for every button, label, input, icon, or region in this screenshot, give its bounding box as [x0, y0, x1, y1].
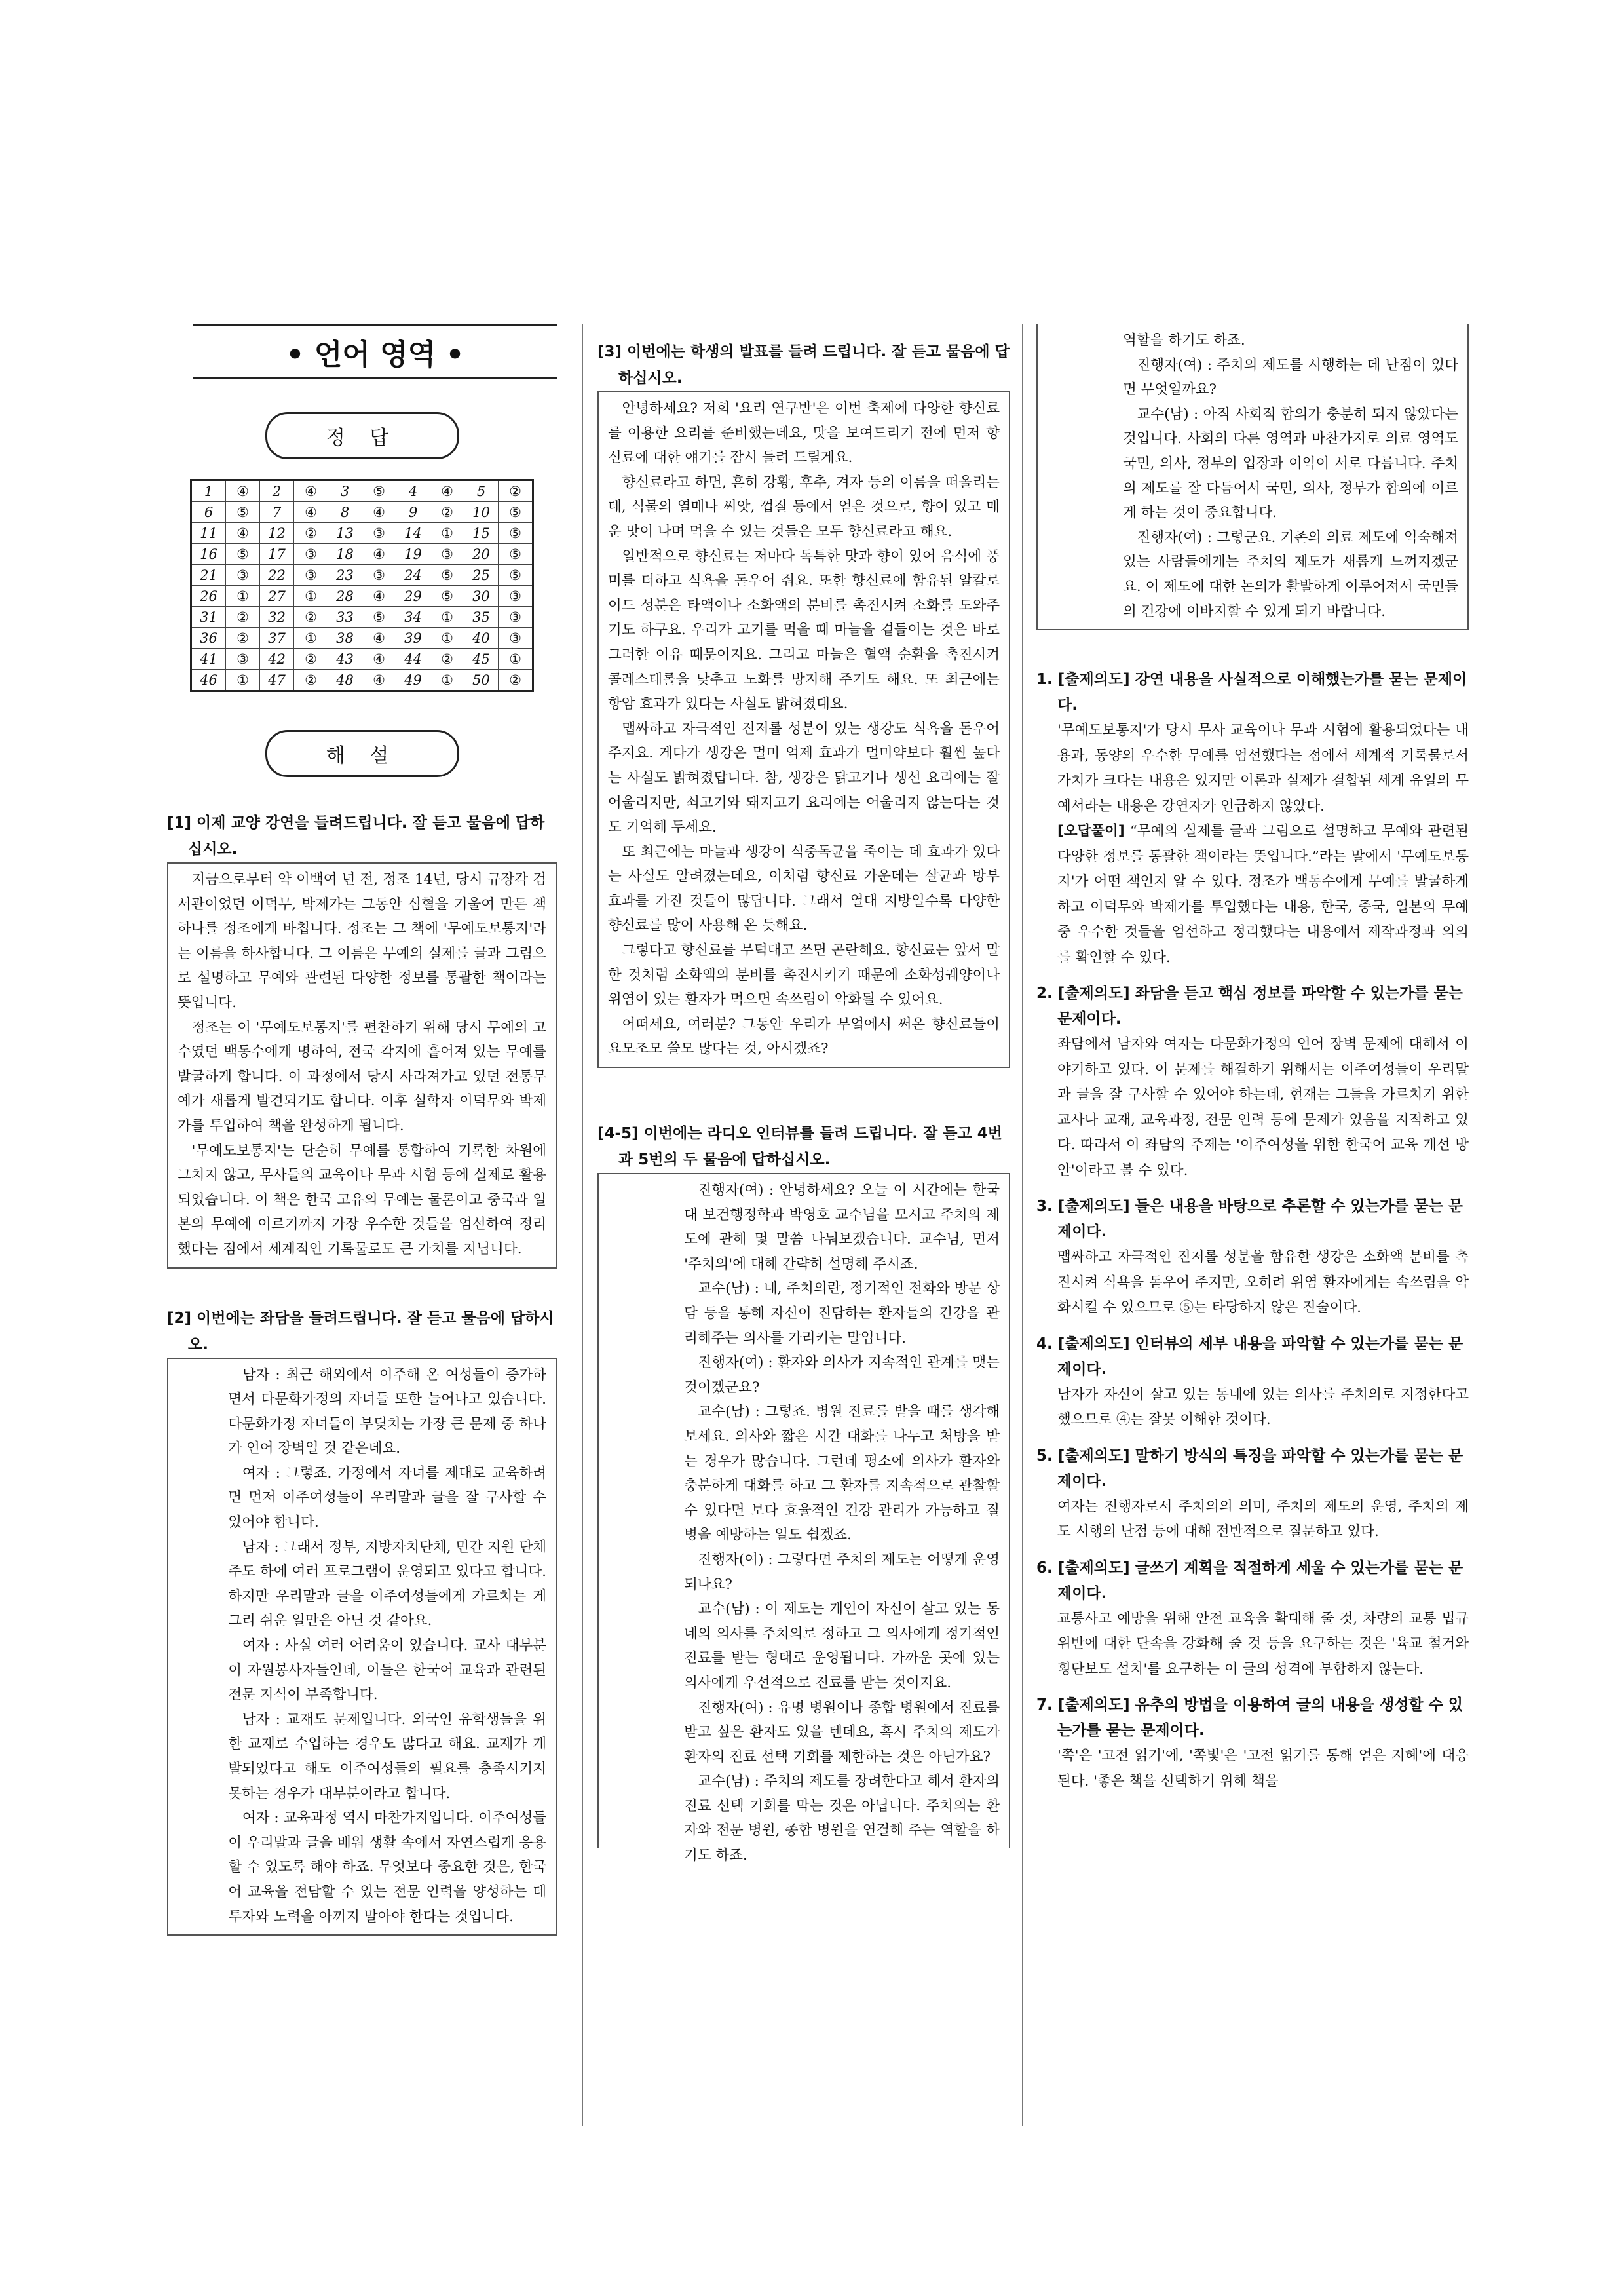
explanation-heading: 1. [출제의도] 강연 내용을 사실적으로 이해했는가를 묻는 문제이다. [1036, 671, 1467, 714]
answer-choice: ③ [499, 628, 533, 649]
question-number: 13 [328, 523, 362, 544]
answer-choice: ② [226, 628, 260, 649]
question-number: 1 [191, 480, 226, 502]
explanation-body [1036, 819, 1469, 970]
q3-paragraph: 또 최근에는 마늘과 생강이 식중독균을 죽이는 데 효과가 있다는 사실도 알려졌는데요, 이처럼 향신료 가운데는 살균과 방부 효과를 가진 것들이 많답니다. 그래서 열대 지방일수록 다양한 향신료를 많이 사용해 온 듯해요. [608, 843, 1000, 934]
answer-choice: ① [499, 649, 533, 670]
answer-row [191, 480, 533, 502]
answer-choice: ③ [499, 586, 533, 607]
answer-choice: ④ [430, 480, 464, 502]
q3-heading: [3] 이번에는 학생의 발표를 들려 드립니다. 잘 듣고 물음에 답하십시오. [597, 343, 1010, 387]
question-number: 23 [328, 565, 362, 586]
answer-choice: ① [226, 586, 260, 607]
answer-choice: ③ [226, 649, 260, 670]
explanation-label: 해 설 [265, 730, 459, 777]
answer-row [191, 670, 533, 691]
question-number: 32 [260, 607, 294, 628]
answer-choice: ④ [294, 502, 328, 523]
answer-choice: ⑤ [226, 502, 260, 523]
explanation-heading: 5. [출제의도] 말하기 방식의 특징을 파악할 수 있는가를 묻는 문제이다. [1036, 1447, 1463, 1490]
question-number: 18 [328, 544, 362, 565]
column-divider [1022, 324, 1023, 2126]
answer-choice: ④ [362, 670, 396, 691]
answer-choice: ④ [362, 628, 396, 649]
question-number: 9 [396, 502, 430, 523]
answer-row [191, 565, 533, 586]
explanation-heading: 4. [출제의도] 인터뷰의 세부 내용을 파악할 수 있는가를 묻는 문제이다. [1036, 1335, 1463, 1378]
q2-line: 여자 : 그렇죠. 가정에서 자녀를 제대로 교육하려면 먼저 이주여성들이 우리말과 글을 잘 구사할 수 있어야 합니다. [228, 1464, 546, 1531]
q3-paragraph: 어떠세요, 여러분? 그동안 우리가 부엌에서 써온 향신료들이 요모조모 쓸모 많다는 것, 아시겠죠? [608, 1016, 1000, 1058]
answer-choice: ② [226, 607, 260, 628]
answer-choice: ③ [499, 607, 533, 628]
question-number: 38 [328, 628, 362, 649]
answer-row [191, 544, 533, 565]
question-number: 45 [464, 649, 499, 670]
q45-line: 교수(남) : 네, 주치의란, 정기적인 전화와 방문 상담 등을 통해 자신이 진담하는 환자들의 건강을 관리해주는 의사를 가리키는 말입니다. [684, 1280, 1000, 1347]
answer-choice: ① [430, 523, 464, 544]
question-number: 20 [464, 544, 499, 565]
q45-passage [597, 1173, 1010, 1864]
answer-choice: ② [430, 502, 464, 523]
question-number: 5 [464, 480, 499, 502]
question-number: 42 [260, 649, 294, 670]
question-number: 14 [396, 523, 430, 544]
question-number: 47 [260, 670, 294, 691]
explanation-item [1036, 1556, 1469, 1683]
answer-choice: ② [294, 670, 328, 691]
explanation-body: '쪽'은 '고전 읽기'에, '쪽빛'은 '고전 읽기를 통해 얻은 지혜'에 대응된다. '좋은 책을 선택하기 위해 책을 [1057, 1748, 1469, 1789]
column-divider [582, 324, 583, 2126]
explanation-item [1036, 981, 1469, 1183]
question-number: 19 [396, 544, 430, 565]
answer-choice: ④ [362, 502, 396, 523]
question-number: 28 [328, 586, 362, 607]
answer-choice: ⑤ [226, 544, 260, 565]
q3-paragraph: 향신료라고 하면, 흔히 강황, 후추, 겨자 등의 이름을 떠올리는데, 식물의 열매나 씨앗, 껍질 등에서 얻은 것으로, 향이 있고 매운 맛이 나며 먹을 수 있는 것들은 모두 향신료라고 해요. [608, 474, 1000, 540]
answer-choice: ④ [226, 523, 260, 544]
column-left [167, 324, 557, 1936]
question-number: 25 [464, 565, 499, 586]
q3-passage [597, 391, 1010, 1068]
question-number: 41 [191, 649, 226, 670]
question-number: 30 [464, 586, 499, 607]
question-number: 24 [396, 565, 430, 586]
question-number: 29 [396, 586, 430, 607]
answer-row [191, 607, 533, 628]
answers-label: 정 답 [265, 412, 459, 459]
explanation-body: '무예도보통지'가 당시 무사 교육이나 무과 시험에 활용되었다는 내용과, 동양의 우수한 무예를 엄선했다는 점에서 세계적 기록물로서 가치가 크다는 내용은 있지만 이론과 실제가 결합된 세계 유일의 무예서라는 내용은 강연자가 언급하지 않았다. [1057, 722, 1469, 814]
question-number: 36 [191, 628, 226, 649]
answer-choice: ⑤ [362, 480, 396, 502]
q2-line: 남자 : 교재도 문제입니다. 외국인 유학생들을 위한 교재로 수업하는 경우도 많다고 해요. 교재가 개발되었다고 해도 이주여성들의 필요를 충족시키지 못하는 경우가 대부분이라고 합니다. [228, 1711, 546, 1802]
answer-choice: ③ [294, 565, 328, 586]
q1-paragraph: 정조는 이 '무예도보통지'를 편찬하기 위해 당시 무예의 고수였던 백동수에게 명하여, 전국 각지에 흩어져 있는 무예를 발굴하게 합니다. 이 과정에서 당시 사라져가고 있던 전통무예가 새롭게 발견되기도 합니다. 이후 실학자 이덕무와 박제가를 투입하여 책을 완성하게 됩니다. [178, 1019, 546, 1134]
q1-heading: [1] 이제 교양 강연을 들려드립니다. 잘 듣고 물음에 답하십시오. [167, 814, 545, 858]
question-number: 6 [191, 502, 226, 523]
question-number: 11 [191, 523, 226, 544]
answer-choice: ① [226, 670, 260, 691]
answer-choice: ⑤ [499, 565, 533, 586]
answer-choice: ③ [294, 544, 328, 565]
q45-line: 진행자(여) : 환자와 의사가 지속적인 관계를 맺는 것이겠군요? [684, 1354, 1000, 1396]
q45-line: 진행자(여) : 안녕하세요? 오늘 이 시간에는 한국대 보건행정학과 박영호 교수님을 모시고 주치의 제도에 관해 몇 말씀 나눠보겠습니다. 교수님, 먼저 '주치의'에 대해 간략히 설명해 주시죠. [684, 1182, 1000, 1272]
explanation-heading: 3. [출제의도] 들은 내용을 바탕으로 추론할 수 있는가를 묻는 문제이다. [1036, 1198, 1463, 1241]
explanation-heading: 2. [출제의도] 좌담을 듣고 핵심 정보를 파악할 수 있는가를 묻는 문제이다. [1036, 985, 1463, 1028]
answer-choice: ③ [430, 544, 464, 565]
answer-choice: ⑤ [430, 565, 464, 586]
wrong-answer-tag: [오답풀이] [1057, 823, 1125, 840]
answer-row [191, 502, 533, 523]
answer-choice: ① [430, 607, 464, 628]
q45-line: 교수(남) : 그렇죠. 병원 진료를 받을 때를 생각해 보세요. 의사와 짧은 시간 대화를 나누고 처방을 받는 경우가 많습니다. 그런데 평소에 의사가 환자와 충분하게 대화를 하고 그 환자를 지속적으로 관찰할 수 있다면 보다 효율적인 건강 관리가 가능하고 질병을 예방하는 일도 쉽겠죠. [684, 1404, 1000, 1544]
answer-choice: ④ [362, 649, 396, 670]
q45-heading: [4-5] 이번에는 라디오 인터뷰를 들려 드립니다. 잘 듣고 4번과 5번의 두 물음에 답하십시오. [597, 1125, 1002, 1169]
question-number: 15 [464, 523, 499, 544]
explanation-item [1036, 1194, 1469, 1321]
question-number: 27 [260, 586, 294, 607]
q1-paragraph: 지금으로부터 약 이백여 년 전, 정조 14년, 당시 규장각 검서관이었던 이덕무, 박제가는 그동안 심혈을 기울여 만든 책 하나를 정조에게 바칩니다. 정조는 그 책에 '무예도보통지'라는 이름을 하사합니다. 그 이름은 무예의 실제를 글과 그림으로 설명하고 무예와 관련된 다양한 정보를 통괄한 책이라는 뜻입니다. [178, 871, 546, 1011]
q2-line: 여자 : 사실 여러 어려움이 있습니다. 교사 대부분이 자원봉사자들인데, 이들은 한국어 교육과 관련된 전문 지식이 부족합니다. [228, 1637, 546, 1704]
answer-choice: ④ [294, 480, 328, 502]
answer-choice: ⑤ [499, 502, 533, 523]
q3-paragraph: 그렇다고 향신료를 무턱대고 쓰면 곤란해요. 향신료는 앞서 말한 것처럼 소화액의 분비를 촉진시키기 때문에 소화성궤양이나 위염이 있는 환자가 먹으면 속쓰림이 악화될 수 있어요. [608, 942, 1000, 1008]
answer-row [191, 586, 533, 607]
question-number: 31 [191, 607, 226, 628]
question-number: 10 [464, 502, 499, 523]
q45-line: 진행자(여) : 그렇다면 주치의 제도는 어떻게 운영되나요? [684, 1551, 1000, 1593]
explanation-body: 여자는 진행자로서 주치의의 의미, 주치의 제도의 운영, 주치의 제도 시행의 난점 등에 대해 전반적으로 질문하고 있다. [1057, 1498, 1469, 1540]
question-number: 50 [464, 670, 499, 691]
answer-choice: ② [499, 480, 533, 502]
answer-choice: ② [499, 670, 533, 691]
q45-line: 역할을 하기도 하죠. [1123, 332, 1245, 349]
answer-choice: ① [430, 628, 464, 649]
question-number: 16 [191, 544, 226, 565]
question-number: 17 [260, 544, 294, 565]
question-number: 44 [396, 649, 430, 670]
question-number: 21 [191, 565, 226, 586]
q2-heading: [2] 이번에는 좌담을 들려드립니다. 잘 듣고 물음에 답하시오. [167, 1309, 554, 1353]
answer-row [191, 523, 533, 544]
question-number: 4 [396, 480, 430, 502]
q1-paragraph: '무예도보통지'는 단순히 무예를 통합하여 기록한 차원에 그치지 않고, 무사들의 교육이나 무과 시험 등에 실제로 활용되었습니다. 이 책은 한국 고유의 무예는 물론이고 중국과 일본의 무예에 이르기까지 가장 우수한 것들을 엄선하여 정리했다는 점에서 세계적인 기록물로도 큰 가치를 지닙니다. [178, 1142, 546, 1257]
explanation-body: 맵싸하고 자극적인 진저롤 성분을 함유한 생강은 소화액 분비를 촉진시켜 식욕을 돋우어 주지만, 오히려 위염 환자에게는 속쓰림을 악화시킬 수 있으므로 ⑤는 타당하지 않은 진술이다. [1057, 1249, 1469, 1316]
explanation-heading: 6. [출제의도] 글쓰기 계획을 적절하게 세울 수 있는가를 묻는 문제이다. [1036, 1559, 1463, 1602]
explanation-body: 좌담에서 남자와 여자는 다문화가정의 언어 장벽 문제에 대해서 이야기하고 있다. 이 문제를 해결하기 위해서는 이주여성들이 우리말과 글을 잘 구사할 수 있어야 하는데, 현재는 그들을 가르치기 위한 교사나 교재, 교육과정, 전문 인력 등에 문제가 있음을 지적하고 있다. 따라서 이 좌담의 주제는 '이주여성을 위한 한국어 교육 개선 방안'이라고 볼 수 있다. [1057, 1036, 1469, 1179]
q2-line: 남자 : 그래서 정부, 지방자치단체, 민간 지원 단체 주도 하에 여러 프로그램이 운영되고 있다고 합니다. 하지만 우리말과 글을 이주여성들에게 가르치는 게 그리 쉬운 일만은 아닌 것 같아요. [228, 1539, 546, 1630]
answer-choice: ⑤ [430, 586, 464, 607]
explanation-body: 남자가 자신이 살고 있는 동네에 있는 의사를 주치의로 지정한다고 했으므로 ④는 잘못 이해한 것이다. [1057, 1386, 1469, 1428]
q2-line: 남자 : 최근 해외에서 이주해 온 여성들이 증가하면서 다문화가정의 자녀들 또한 늘어나고 있습니다. 다문화가정 자녀들이 부딪치는 가장 큰 문제 중 하나가 언어 장벽일 것 같은데요. [228, 1366, 546, 1457]
question-number: 48 [328, 670, 362, 691]
explanation-item [1036, 667, 1469, 970]
question-number: 7 [260, 502, 294, 523]
answer-choice: ② [430, 649, 464, 670]
q2-passage [167, 1358, 557, 1936]
answer-choice: ③ [362, 565, 396, 586]
q3-paragraph: 일반적으로 향신료는 저마다 독특한 맛과 향이 있어 음식에 풍미를 더하고 식욕을 돋우어 줘요. 또한 향신료에 함유된 알칼로이드 성분은 타액이나 소화액의 분비를 촉진시켜 소화를 도와주기도 하구요. 우리가 고기를 먹을 때 마늘을 곁들이는 것은 바로 그러한 이유 때문이지요. 그리고 마늘은 혈액 순환을 촉진시켜 콜레스테롤을 낮추고 노화를 방지해 주기도 해요. 또 최근에는 항암 효과가 있다는 사실도 밝혀졌대요. [608, 548, 1000, 713]
answer-choice: ④ [226, 480, 260, 502]
question-number: 35 [464, 607, 499, 628]
answer-choice: ② [294, 607, 328, 628]
question-number: 34 [396, 607, 430, 628]
question-number: 26 [191, 586, 226, 607]
question-number: 46 [191, 670, 226, 691]
q2-line: 여자 : 교육과정 역시 마찬가지입니다. 이주여성들이 우리말과 글을 배워 생활 속에서 자연스럽게 응용할 수 있도록 해야 하죠. 무엇보다 중요한 것은, 한국어 교육을 전담할 수 있는 전문 인력을 양성하는 데 투자와 노력을 아끼지 말아야 한다는 것입니다. [228, 1810, 546, 1925]
answer-choice: ① [430, 670, 464, 691]
explanation-item [1036, 1693, 1469, 1794]
answer-choice: ① [294, 586, 328, 607]
answer-row [191, 628, 533, 649]
question-number: 3 [328, 480, 362, 502]
column-right [1036, 324, 1469, 1805]
question-number: 12 [260, 523, 294, 544]
answer-choice: ⑤ [499, 544, 533, 565]
answer-choice: ⑤ [362, 607, 396, 628]
answer-choice: ④ [362, 586, 396, 607]
answer-choice: ② [294, 649, 328, 670]
question-number: 33 [328, 607, 362, 628]
explanation-item [1036, 1331, 1469, 1433]
answer-row [191, 649, 533, 670]
q45-line: 교수(남) : 아직 사회적 합의가 충분히 되지 않았다는 것입니다. 사회의 다른 영역과 마찬가지로 의료 영역도 국민, 의사, 정부의 입장과 이익이 서로 다릅니다. 주치의 제도를 잘 다듬어서 국민, 의사, 정부가 합의에 이르게 하는 것이 중요합니다. [1123, 406, 1458, 522]
q1-passage [167, 862, 557, 1269]
explanation-text: “무예의 실제를 글과 그림으로 설명하고 무예와 관련된 다양한 정보를 통괄한 책이라는 뜻입니다.”라는 말에서 '무예도보통지'가 어떤 책인지 알 수 있다. 정조가 백동수에게 무예를 발굴하게 하고 이덕무와 박제가를 투입했다는 내용, 한국, 중국, 일본의 무예 중 우수한 것들을 엄선하고 정리했다는 내용에서 제작과정과 의의를 확인할 수 있다. [1057, 823, 1469, 966]
question-number: 2 [260, 480, 294, 502]
answer-choice: ④ [362, 544, 396, 565]
q45-line: 교수(남) : 이 제도는 개인이 자신이 살고 있는 동네의 의사를 주치의로 정하고 그 의사에게 정기적인 진료를 받는 형태로 운영됩니다. 가까운 곳에 있는 의사에게 우선적으로 진료를 받는 것이지요. [684, 1601, 1000, 1691]
answer-choice: ⑤ [499, 523, 533, 544]
q45-line: 교수(남) : 주치의 제도를 장려한다고 해서 환자의 진료 선택 기회를 막는 것은 아닙니다. 주치의는 환자와 전문 병원, 종합 병원을 연결해 주는 역할을 하기도 하죠. [684, 1773, 1000, 1864]
explanation-item [1036, 1444, 1469, 1545]
page-title: • 언어 영역 • [193, 324, 557, 379]
question-number: 37 [260, 628, 294, 649]
answer-choice: ③ [226, 565, 260, 586]
explanation-heading: 7. [출제의도] 유추의 방법을 이용하여 글의 내용을 생성할 수 있는가를 묻는 문제이다. [1036, 1696, 1463, 1740]
column-middle [597, 324, 1010, 1864]
q45-line: 진행자(여) : 유명 병원이나 종합 병원에서 진료를 받고 싶은 환자도 있을 텐데요, 혹시 주치의 제도가 환자의 진료 선택 기회를 제한하는 것은 아닌가요? [684, 1699, 1000, 1765]
question-number: 22 [260, 565, 294, 586]
explanation-list [1036, 667, 1469, 1794]
q45-passage-continued [1036, 324, 1469, 630]
question-number: 43 [328, 649, 362, 670]
explanation-body: 교통사고 예방을 위해 안전 교육을 확대해 줄 것, 차량의 교통 법규 위반에 대한 단속을 강화해 줄 것 등을 요구하는 것은 '육교 철거와 횡단보도 설치'를 요구하는 이 글의 성격에 부합하지 않는다. [1057, 1610, 1469, 1677]
question-number: 8 [328, 502, 362, 523]
answer-table [190, 479, 534, 692]
q3-paragraph: 맵싸하고 자극적인 진저롤 성분이 있는 생강도 식욕을 돋우어 주지요. 게다가 생강은 멀미 억제 효과가 멀미약보다 훨씬 높다는 사실도 밝혀졌답니다. 참, 생강은 닭고기나 생선 요리에는 잘 어울리지만, 쇠고기와 돼지고기 요리에는 어울리지 않는다는 것도 기억해 두세요. [608, 720, 1000, 836]
answer-choice: ② [294, 523, 328, 544]
question-number: 40 [464, 628, 499, 649]
question-number: 39 [396, 628, 430, 649]
answer-choice: ① [294, 628, 328, 649]
answer-choice: ③ [362, 523, 396, 544]
q45-line: 진행자(여) : 주치의 제도를 시행하는 데 난점이 있다면 무엇일까요? [1123, 356, 1458, 398]
q3-paragraph: 안녕하세요? 저희 '요리 연구반'은 이번 축제에 다양한 향신료를 이용한 요리를 준비했는데요, 맛을 보여드리기 전에 먼저 향신료에 대한 얘기를 잠시 들려 드릴게요. [608, 400, 1000, 467]
q45-line: 진행자(여) : 그렇군요. 기존의 의료 제도에 익숙해져 있는 사람들에게는 주치의 제도가 새롭게 느껴지겠군요. 이 제도에 대한 논의가 활발하게 이루어져서 국민들의 건강에 이바지할 수 있게 되기 바랍니다. [1123, 529, 1458, 620]
question-number: 49 [396, 670, 430, 691]
